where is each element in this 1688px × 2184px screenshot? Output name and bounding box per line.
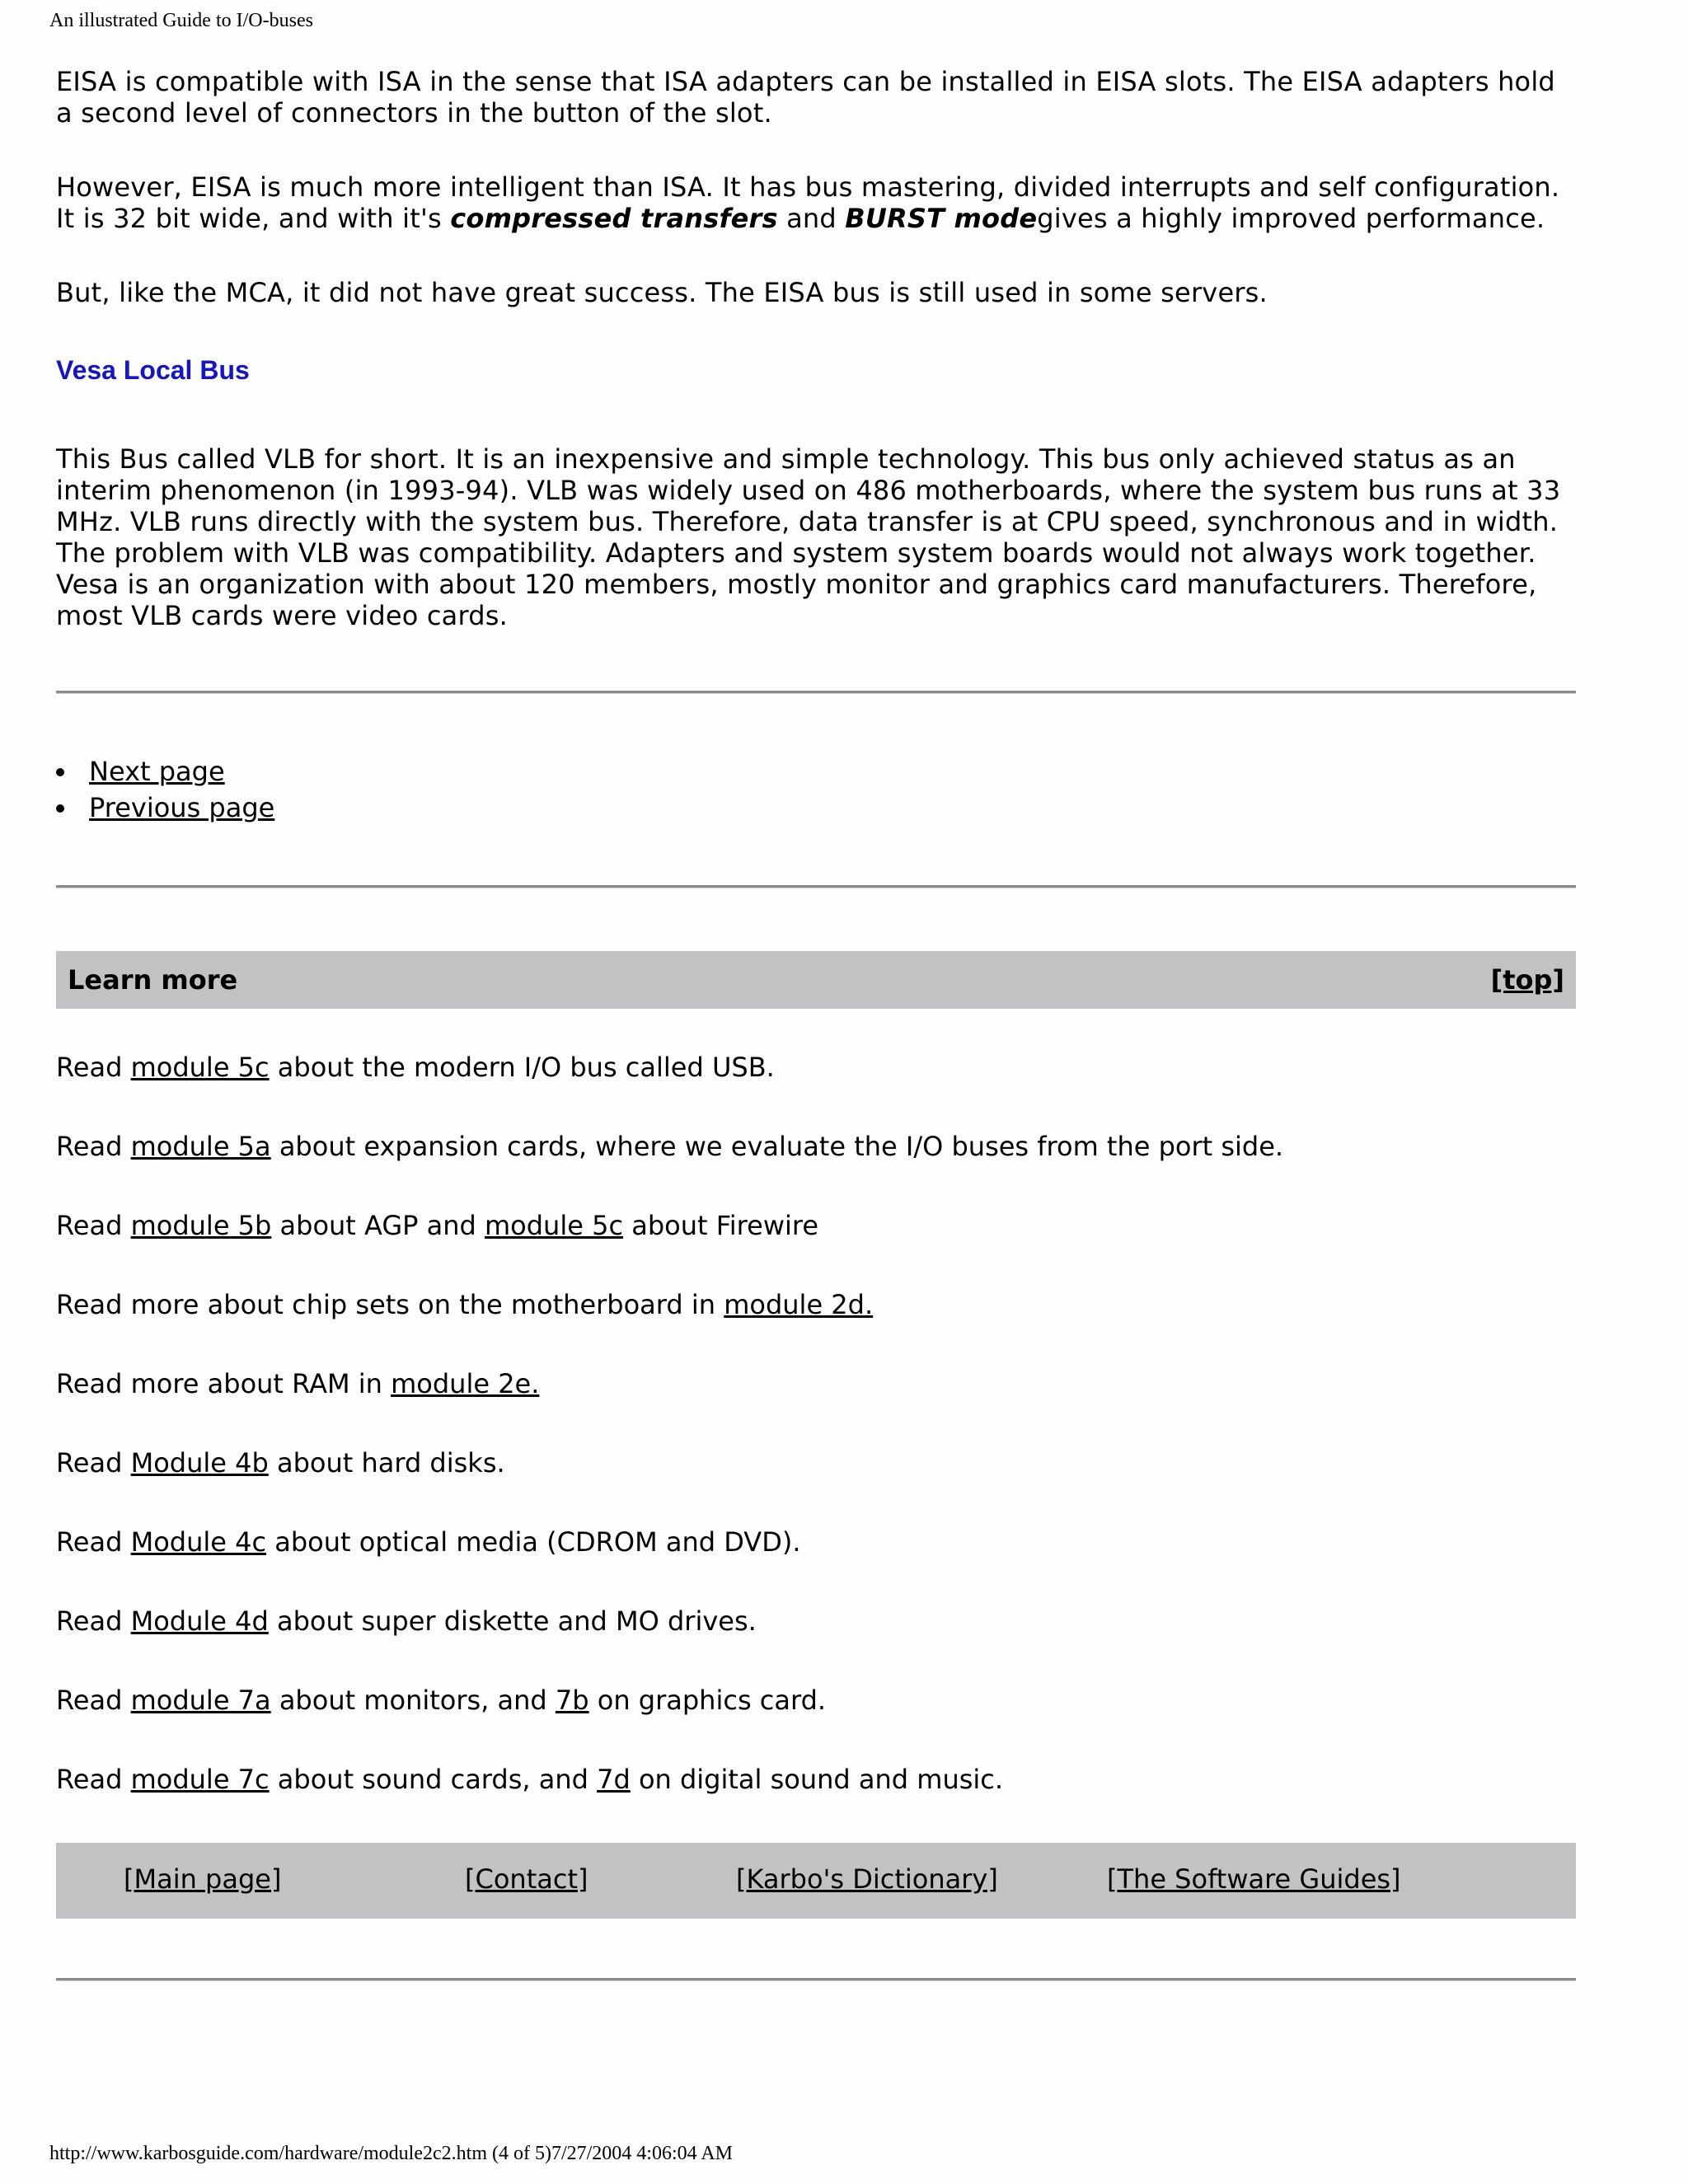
top-link[interactable]: [top] xyxy=(1490,964,1564,996)
learn-more-title: Learn more xyxy=(68,964,238,996)
dictionary-link[interactable]: [Karbo's Dictionary] xyxy=(736,1863,998,1895)
section-title-vesa: Vesa Local Bus xyxy=(56,355,250,385)
paragraph-text: However, EISA is much more intelligent than ISA. It has bus mastering, divided interrupts and self configuration. It is 32 bit wide, and with it's xyxy=(56,171,1560,234)
learn-more-bar xyxy=(56,951,1576,1009)
previous-page-link[interactable]: Previous page xyxy=(89,792,275,823)
read-text: about the modern I/O bus called USB. xyxy=(269,1052,775,1083)
read-more-item xyxy=(56,1526,1576,1558)
read-more-item xyxy=(56,1685,1576,1716)
bullet-icon xyxy=(56,768,64,776)
bullet-icon xyxy=(56,804,64,813)
running-footer: http://www.karbosguide.com/hardware/module2c2.htm (4 of 5)7/27/2004 4:06:04 AM xyxy=(49,2143,733,2164)
paragraph-eisa-mca: But, like the MCA, it did not have great success. The EISA bus is still used in some servers. xyxy=(56,277,1268,308)
running-header: An illustrated Guide to I/O-buses xyxy=(49,10,313,31)
main-page-link[interactable]: [Main page] xyxy=(124,1863,282,1895)
module-2e-link[interactable]: module 2e. xyxy=(391,1368,540,1399)
read-text: Read xyxy=(56,1685,131,1716)
module-5a-link[interactable]: module 5a xyxy=(130,1131,271,1162)
read-text: about super diskette and MO drives. xyxy=(268,1605,757,1637)
paragraph-vlb: This Bus called VLB for short. It is an inexpensive and simple technology. This bus only achieved status as an interim phenomenon (in 1993-94). VLB was widely used on 486 motherboards, where the system bus runs at 33 MHz. VLB runs directly with the system bus. Therefore, data transfer is at CPU speed, synchronous and in width. The problem with VLB was compatibility. Adapters and system system boards would not always work together. Vesa is an organization with about 120 members, mostly monitor and graphics card manufacturers. Therefore, most VLB cards were video cards. xyxy=(56,443,1561,631)
read-more-item xyxy=(56,1131,1576,1162)
read-text: Read xyxy=(56,1210,131,1241)
module-4c-link[interactable]: Module 4c xyxy=(130,1526,267,1558)
read-text: Read xyxy=(56,1052,131,1083)
read-text: Read xyxy=(56,1764,131,1795)
module-4b-link[interactable]: Module 4b xyxy=(130,1447,269,1479)
module-4d-link[interactable]: Module 4d xyxy=(130,1605,269,1637)
read-text: Read xyxy=(56,1605,131,1637)
paragraph-eisa-compat: EISA is compatible with ISA in the sense that ISA adapters can be installed in EISA slots. The EISA adapters hold a second level of connectors in the button of the slot. xyxy=(56,66,1555,129)
module-7c-link[interactable]: module 7c xyxy=(130,1764,270,1795)
module-5c-firewire-link[interactable]: module 5c xyxy=(484,1210,624,1241)
module-7b-link[interactable]: 7b xyxy=(555,1685,589,1716)
read-more-item xyxy=(56,1210,1576,1241)
software-guides-link[interactable]: [The Software Guides] xyxy=(1107,1863,1401,1895)
page-content xyxy=(56,66,1576,1981)
module-5c-link[interactable]: module 5c xyxy=(130,1052,270,1083)
read-text: about sound cards, and xyxy=(269,1764,598,1795)
read-more-item xyxy=(56,1764,1576,1795)
module-7a-link[interactable]: module 7a xyxy=(130,1685,271,1716)
divider xyxy=(56,691,1576,694)
divider xyxy=(56,885,1576,888)
emphasis-burst-mode: BURST mode xyxy=(845,203,1038,234)
read-more-item xyxy=(56,1052,1576,1083)
read-text: Read more about RAM in xyxy=(56,1368,392,1399)
read-text: Read xyxy=(56,1131,131,1162)
read-text: about hard disks. xyxy=(268,1447,505,1479)
read-more-list xyxy=(56,1052,1576,1795)
module-7d-link[interactable]: 7d xyxy=(597,1764,631,1795)
paragraph-text: and xyxy=(777,203,846,234)
footer-nav-bar xyxy=(56,1843,1576,1919)
read-text: on graphics card. xyxy=(588,1685,827,1716)
paragraph-eisa-intelligence xyxy=(56,171,1576,234)
read-text: about Firewire xyxy=(623,1210,819,1241)
read-more-item xyxy=(56,1289,1576,1320)
read-text: about AGP and xyxy=(271,1210,485,1241)
read-text: Read xyxy=(56,1526,131,1558)
paragraph-text: gives a highly improved performance. xyxy=(1037,203,1545,234)
divider xyxy=(56,1978,1576,1981)
contact-link[interactable]: [Contact] xyxy=(465,1863,588,1895)
read-more-item xyxy=(56,1368,1576,1399)
module-5b-link[interactable]: module 5b xyxy=(130,1210,272,1241)
read-more-item xyxy=(56,1447,1576,1479)
read-text: on digital sound and music. xyxy=(630,1764,1004,1795)
list-item xyxy=(56,753,1576,790)
read-text: Read more about chip sets on the motherboard in xyxy=(56,1289,724,1320)
next-page-link[interactable]: Next page xyxy=(89,756,225,787)
read-text: about optical media (CDROM and DVD). xyxy=(266,1526,801,1558)
read-text: about monitors, and xyxy=(270,1685,556,1716)
list-item xyxy=(56,790,1576,826)
read-more-item xyxy=(56,1605,1576,1637)
page-nav-list xyxy=(56,753,1576,826)
read-text: Read xyxy=(56,1447,131,1479)
read-text: about expansion cards, where we evaluate the I/O buses from the port side. xyxy=(270,1131,1284,1162)
module-2d-link[interactable]: module 2d. xyxy=(724,1289,874,1320)
emphasis-compressed-transfers: compressed transfers xyxy=(450,203,778,234)
